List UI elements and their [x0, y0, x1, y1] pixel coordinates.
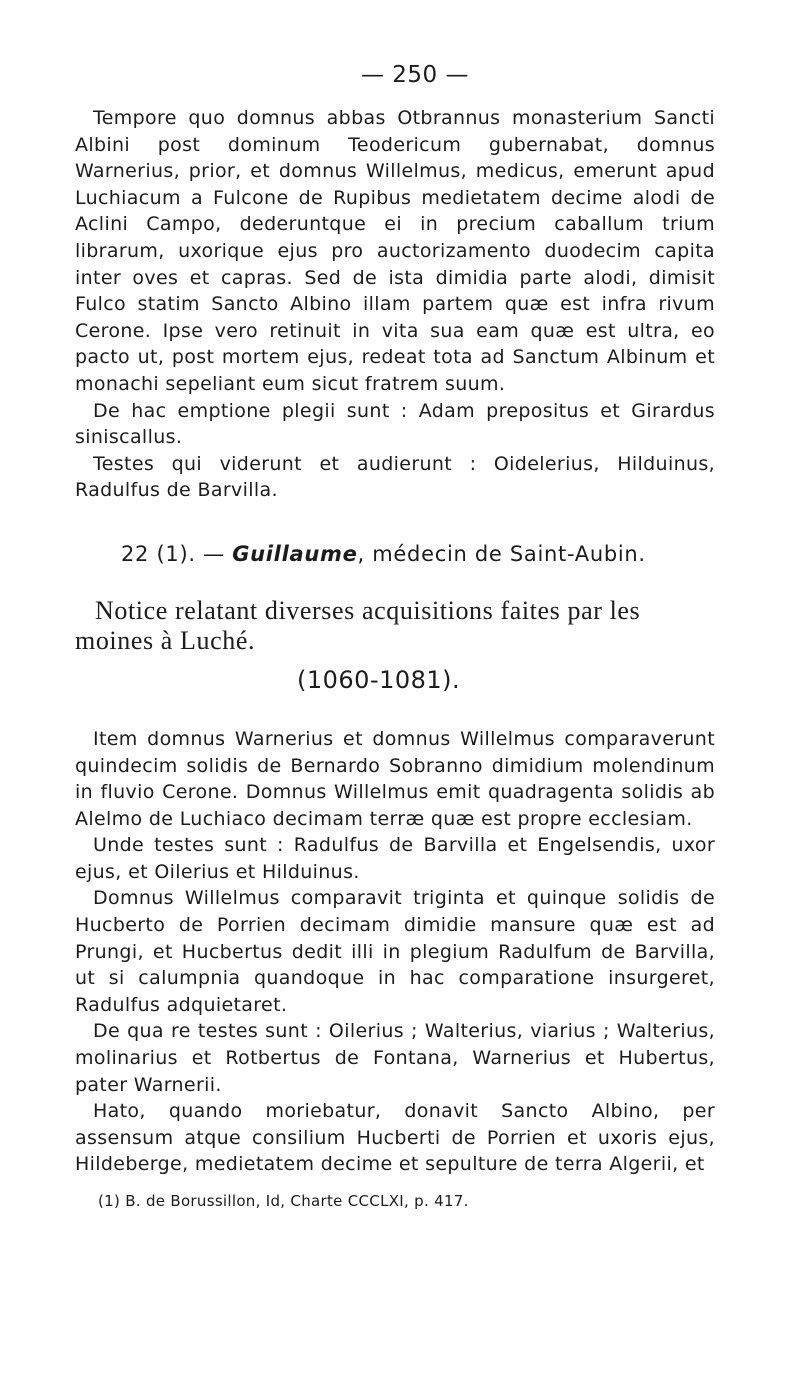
paragraph-witnesses-3: De qua re testes sunt : Oilerius ; Walterius, viarius ; Walterius, molinarius et Rotbertus de Fontana, Warnerius et Hubertus, pater Warnerii.	[75, 1020, 715, 1096]
paragraph-mill-purchase: Item domnus Warnerius et domnus Willelmus comparaverunt quindecim solidis de Bernardo Sobranno dimidium molendinum in fluvio Cerone. Domnus Willelmus emit quadragenta solidis ab Alelmo de Luchiaco decimam terræ quæ est propre ecclesiam.	[75, 727, 715, 830]
charter-number: 22 (1). —	[121, 541, 225, 566]
paragraph-witnesses-2: Unde testes sunt : Radulfus de Barvilla et Engelsendis, uxor ejus, et Oilerius et Hilduinus.	[75, 834, 715, 883]
page-number: — 250 —	[360, 62, 470, 88]
document-page	[75, 62, 715, 1210]
paragraph-pledges: De hac emptione plegii sunt : Adam prepositus et Girardus siniscallus.	[75, 399, 715, 449]
footnote: (1) B. de Borussillon, Id, Charte CCCLXI, p. 417.	[98, 1192, 469, 1210]
paragraph-hato-donation: Hato, quando moriebatur, donavit Sancto Albino, per assensum atque consilium Hucberti de Porrien et uxoris ejus, Hildeberge, medietatem decime et sepulture de terra Algerii, et	[75, 1100, 715, 1176]
paragraph-witnesses: Testes qui viderunt et audierunt : Oidelerius, Hilduinus, Radulfus de Barvilla.	[75, 452, 715, 502]
charter-title-rest: , médecin de Saint-Aubin.	[357, 541, 646, 566]
charter-heading	[75, 542, 715, 566]
spacer	[75, 694, 715, 726]
paragraph-tithe-purchase: Domnus Willelmus comparavit triginta et quinque solidis de Hucberto de Porrien decimam dimidie mansure quæ est ad Prungi, et Hucbertus dedit illi in plegium Radulfum de Barvilla, ut si calumpnia quandoque in hac comparatione insurgeret, Radulfus adquietaret.	[75, 887, 715, 1016]
notice-title-line-2: moines à Luché.	[75, 625, 256, 655]
paragraph-purchase: Tempore quo domnus abbas Otbrannus monasterium Sancti Albini post dominum Teodericum gubernabat, domnus Warnerius, prior, et domnus Willelmus, medicus, emerunt apud Luchiacum a Fulcone de Rupibus medietatem decime alodi de Aclini Campo, dederuntque ei in precium caballum trium librarum, uxorique ejus pro auctorizamento duodecim capita inter oves et capras. Sed de ista dimidia parte alodi, dimisit Fulco statim Sancto Albino illam partem quæ est infra rivum Cerone. Ipse vero retinuit in vita sua eam quæ est ultra, eo pacto ut, post mortem ejus, redeat tota ad Sanctum Albinum et monachi sepeliant eum sicut fratrem suum.	[75, 107, 715, 395]
notice-title-line-1: Notice relatant diverses acquisitions faites par les	[95, 595, 641, 625]
charter-name: Guillaume	[232, 541, 358, 566]
notice-title	[75, 596, 715, 656]
notice-dates: (1060-1081).	[297, 665, 461, 694]
